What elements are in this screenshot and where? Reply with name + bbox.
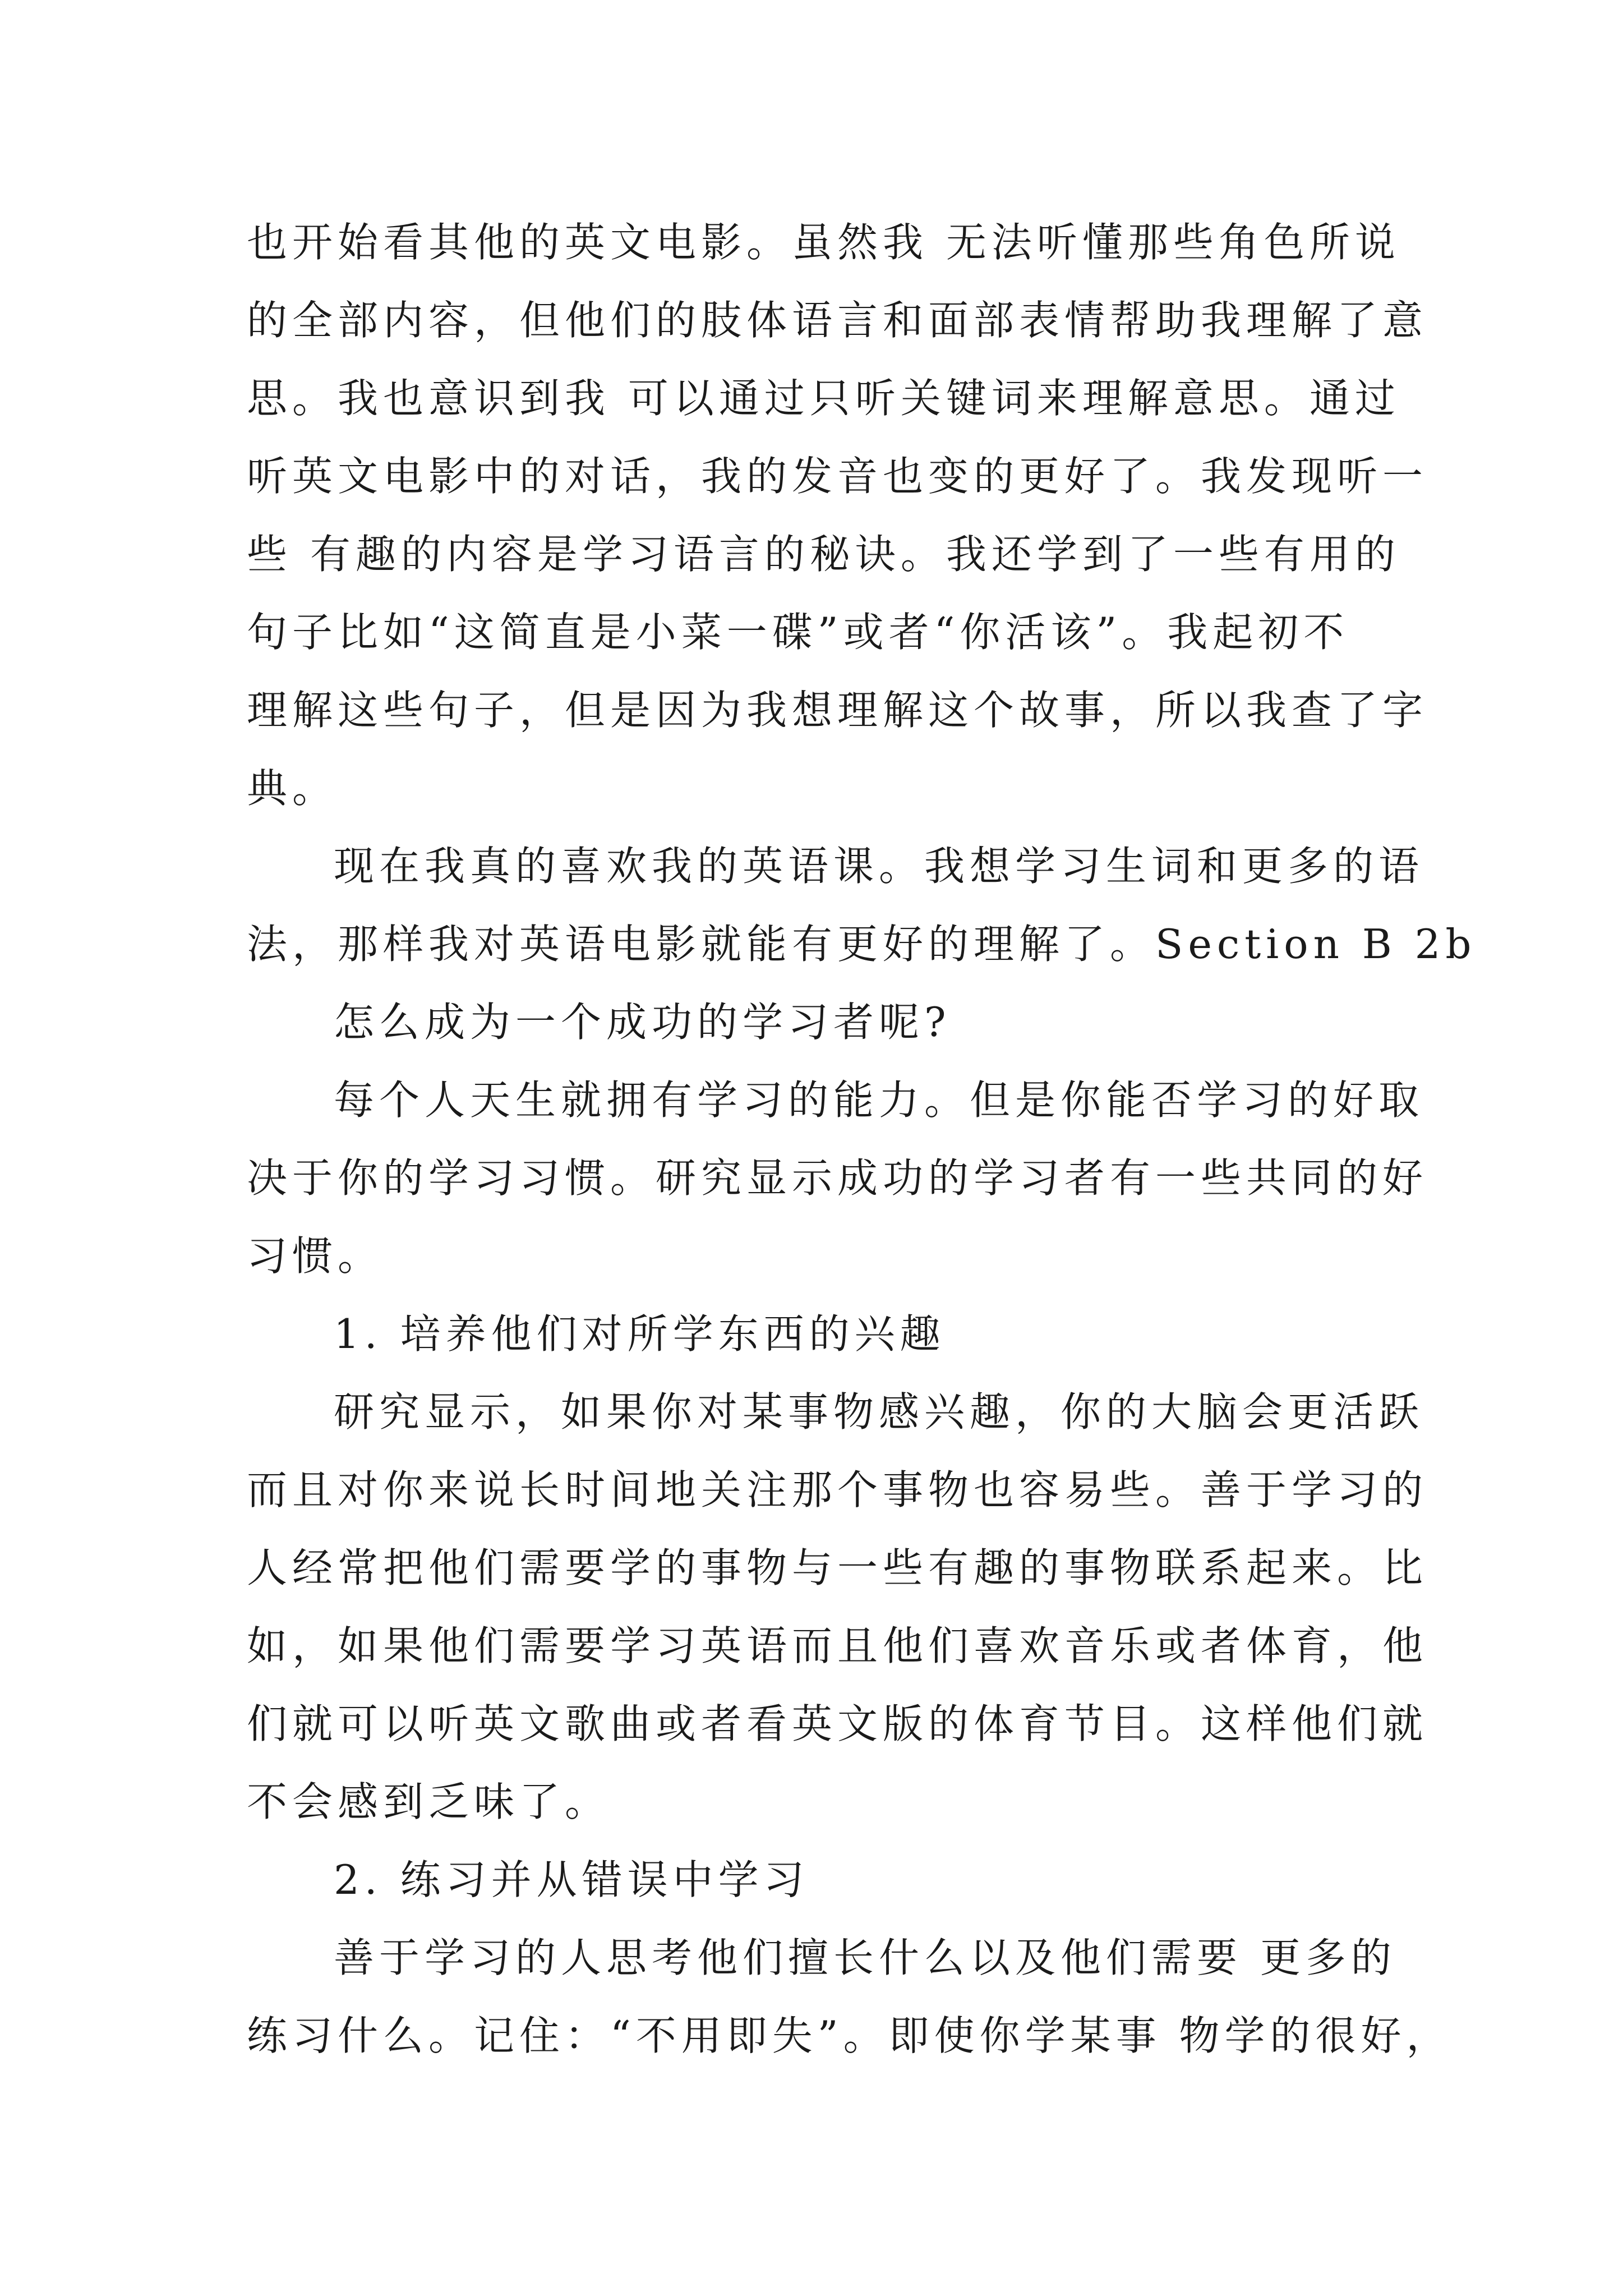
text-line: 而且对你来说长时间地关注那个事物也容易些。善于学习的 xyxy=(247,1466,1428,1513)
text-line: 也开始看其他的英文电影。虽然我 无法听懂那些角色所说 xyxy=(247,219,1400,266)
text-line: 句子比如“这简直是小菜一碟”或者“你活该”。我起初不 xyxy=(247,609,1349,656)
list-heading-2: 2. 练习并从错误中学习 xyxy=(334,1856,809,1903)
text-line: 人经常把他们需要学的事物与一些有趣的事物联系起来。比 xyxy=(247,1544,1428,1591)
text-line: 现在我真的喜欢我的英语课。我想学习生词和更多的语 xyxy=(334,843,1424,890)
text-line: 些 有趣的内容是学习语言的秘诀。我还学到了一些有用的 xyxy=(247,531,1400,578)
text-line: 典。 xyxy=(247,765,338,812)
text-line: 理解这些句子，但是因为我想理解这个故事，所以我查了字 xyxy=(247,687,1428,734)
section-heading: 怎么成为一个成功的学习者呢? xyxy=(334,999,951,1046)
text-line: 法，那样我对英语电影就能有更好的理解了。Section B 2b xyxy=(247,921,1477,968)
text-line: 的全部内容，但他们的肢体语言和面部表情帮助我理解了意 xyxy=(247,297,1428,344)
list-heading-1: 1. 培养他们对所学东西的兴趣 xyxy=(334,1310,946,1358)
text-line: 如，如果他们需要学习英语而且他们喜欢音乐或者体育，他 xyxy=(247,1622,1428,1669)
text-line: 每个人天生就拥有学习的能力。但是你能否学习的好取 xyxy=(334,1076,1424,1124)
text-line: 习惯。 xyxy=(247,1232,384,1280)
text-line: 思。我也意识到我 可以通过只听关键词来理解意思。通过 xyxy=(247,375,1400,422)
text-line: 决于你的学习习惯。研究显示成功的学习者有一些共同的好 xyxy=(247,1154,1428,1202)
text-line: 们就可以听英文歌曲或者看英文版的体育节目。这样他们就 xyxy=(247,1700,1428,1747)
text-line: 听英文电影中的对话，我的发音也变的更好了。我发现听一 xyxy=(247,453,1428,500)
text-line: 不会感到乏味了。 xyxy=(247,1778,611,1825)
text-line: 善于学习的人思考他们擅长什么以及他们需要 更多的 xyxy=(334,1934,1396,1981)
text-line: 练习什么。记住：“不用即失”。即使你学某事 物学的很好， xyxy=(247,2012,1452,2059)
text-line: 研究显示，如果你对某事物感兴趣，你的大脑会更活跃 xyxy=(334,1388,1424,1435)
